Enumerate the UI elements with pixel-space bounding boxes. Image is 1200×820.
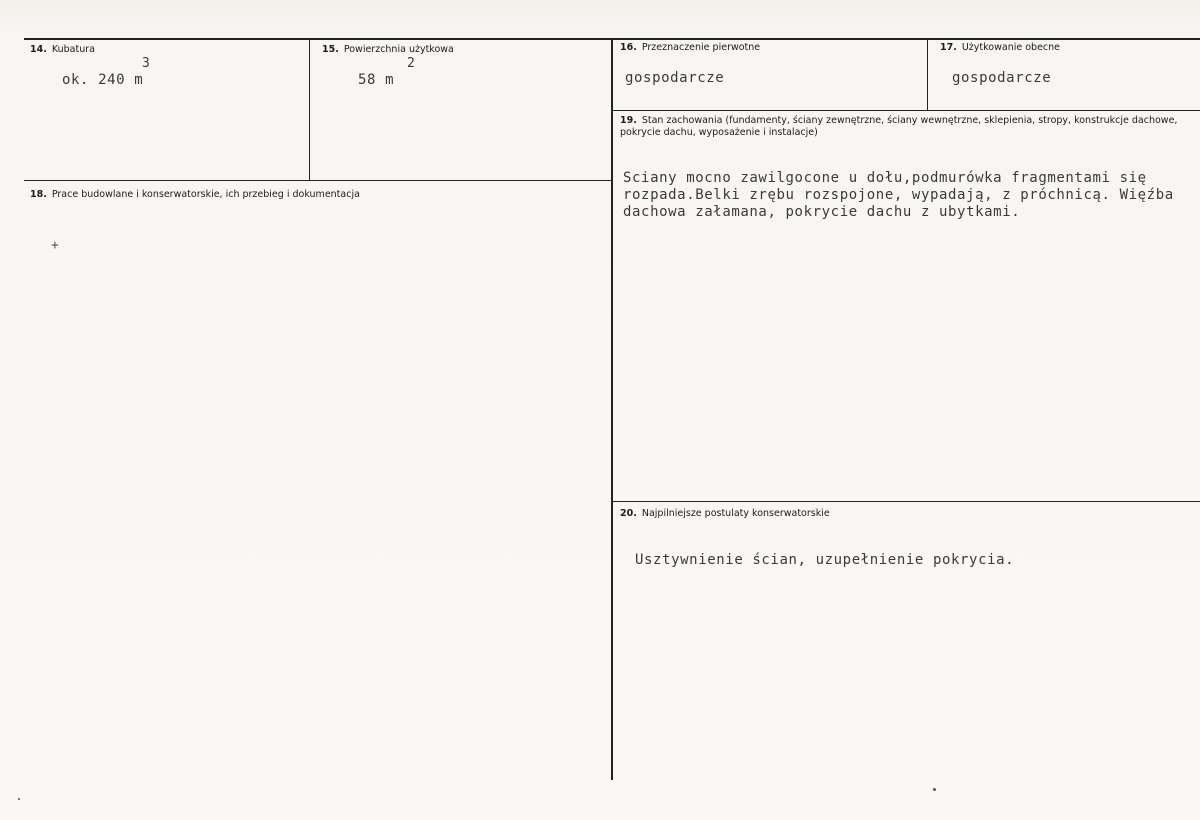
field-16-number: 16.	[620, 42, 637, 53]
field-15-value: 58 m	[358, 72, 395, 88]
field-19-number: 19.	[620, 115, 637, 126]
field-14-number: 14.	[30, 44, 47, 55]
field-19-label	[620, 115, 1190, 139]
field-20-label	[620, 508, 830, 520]
field-19-value: Sciany mocno zawilgocone u dołu,podmurówka fragmentami się rozpada.Belki zrębu rozspojone, wypadają, z próchnicą. Więźba dachowa załamana, pokrycie dachu z ubytkami.	[623, 170, 1174, 220]
rule-above-20	[612, 501, 1200, 502]
field-17-title: Użytkowanie obecne	[961, 42, 1060, 53]
field-20-value: Usztywnienie ścian, uzupełnienie pokrycia.	[635, 552, 1015, 568]
rule-above-18	[24, 180, 612, 181]
field-14-label	[30, 44, 95, 56]
field-14-title: Kubatura	[51, 44, 95, 55]
field-18-title: Prace budowlane i konserwatorskie, ich przebieg i dokumentacja	[51, 189, 360, 200]
field-16-label	[620, 42, 760, 54]
paper-speck	[933, 788, 936, 791]
field-20-number: 20.	[620, 508, 637, 519]
divider-14-15	[309, 40, 310, 180]
field-17-label	[940, 42, 1060, 54]
field-16-title: Przeznaczenie pierwotne	[641, 42, 761, 53]
field-18-number: 18.	[30, 189, 47, 200]
divider-16-17	[927, 40, 928, 110]
field-15-number: 15.	[322, 44, 339, 55]
field-14-value: ok. 240 m	[62, 72, 144, 88]
field-18-label	[30, 189, 360, 201]
field-18-value: +	[51, 238, 59, 253]
field-17-number: 17.	[940, 42, 957, 53]
paper-speck	[18, 798, 20, 800]
field-15-label	[322, 44, 454, 56]
field-19-title: Stan zachowania (fundamenty, ściany zewnętrzne, ściany wewnętrzne, sklepienia, stropy, konstrukcje dachowe, pokrycie dachu, wyposażenie i instalacje)	[620, 115, 1178, 138]
field-15-title: Powierzchnia użytkowa	[343, 44, 454, 55]
field-14-superscript: 3	[142, 56, 150, 71]
rule-below-16-17	[612, 110, 1200, 111]
field-20-title: Najpilniejsze postulaty konserwatorskie	[641, 508, 830, 519]
main-divider	[611, 40, 613, 780]
field-15-superscript: 2	[407, 56, 415, 71]
field-17-value: gospodarcze	[952, 70, 1052, 86]
field-16-value: gospodarcze	[625, 70, 725, 86]
